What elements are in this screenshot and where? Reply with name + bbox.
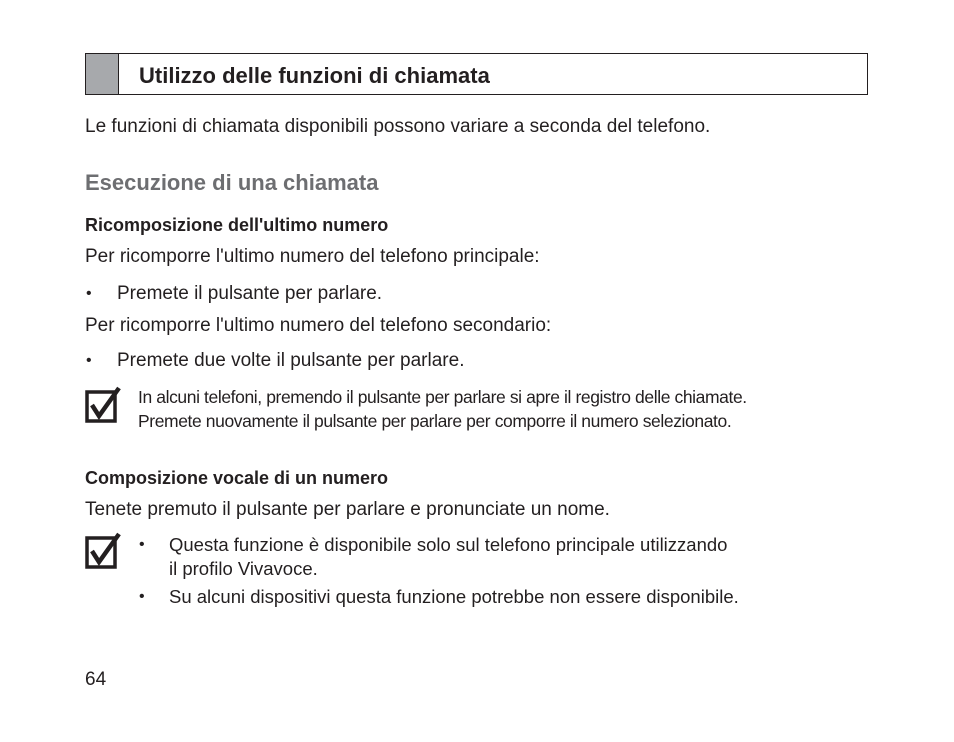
redial-note-line-2: Premete nuovamente il pulsante per parlare per comporre il numero selezionato. [138,411,732,431]
voice-note-item-1-line-1: Questa funzione è disponibile solo sul telefono principale utilizzando [169,534,728,555]
checkmark-box-icon [85,386,121,424]
page-number: 64 [85,669,107,690]
voice-dial-intro: Tenete premuto il pulsante per parlare e pronunciate un nome. [85,499,610,520]
section-heading: Esecuzione di una chiamata [85,170,379,195]
voice-dial-heading: Composizione vocale di un numero [85,468,389,488]
voice-note-item-1-line-2: il profilo Vivavoce. [169,558,318,579]
redial-secondary-step: Premete due volte il pulsante per parlare. [117,350,465,371]
redial-primary-step: Premete il pulsante per parlare. [117,283,383,304]
redial-primary-intro: Per ricomporre l'ultimo numero del telefono principale: [85,246,540,267]
redial-secondary-intro: Per ricomporre l'ultimo numero del telefono secondario: [85,315,552,336]
bullet-marker: • [86,352,92,369]
bullet-marker: • [139,536,145,553]
redial-heading: Ricomposizione dell'ultimo numero [85,215,389,235]
bullet-marker: • [86,285,92,302]
page-title: Utilizzo delle funzioni di chiamata [139,63,490,88]
intro-paragraph: Le funzioni di chiamata disponibili possono variare a seconda del telefono. [85,116,711,137]
bullet-marker: • [139,588,145,605]
checkmark-box-icon [85,532,121,570]
voice-note-item-2: Su alcuni dispositivi questa funzione potrebbe non essere disponibile. [169,586,739,607]
title-tab-marker [86,54,119,94]
section-title-box [85,53,868,95]
redial-note-line-1: In alcuni telefoni, premendo il pulsante per parlare si apre il registro delle chiamate. [138,387,747,407]
